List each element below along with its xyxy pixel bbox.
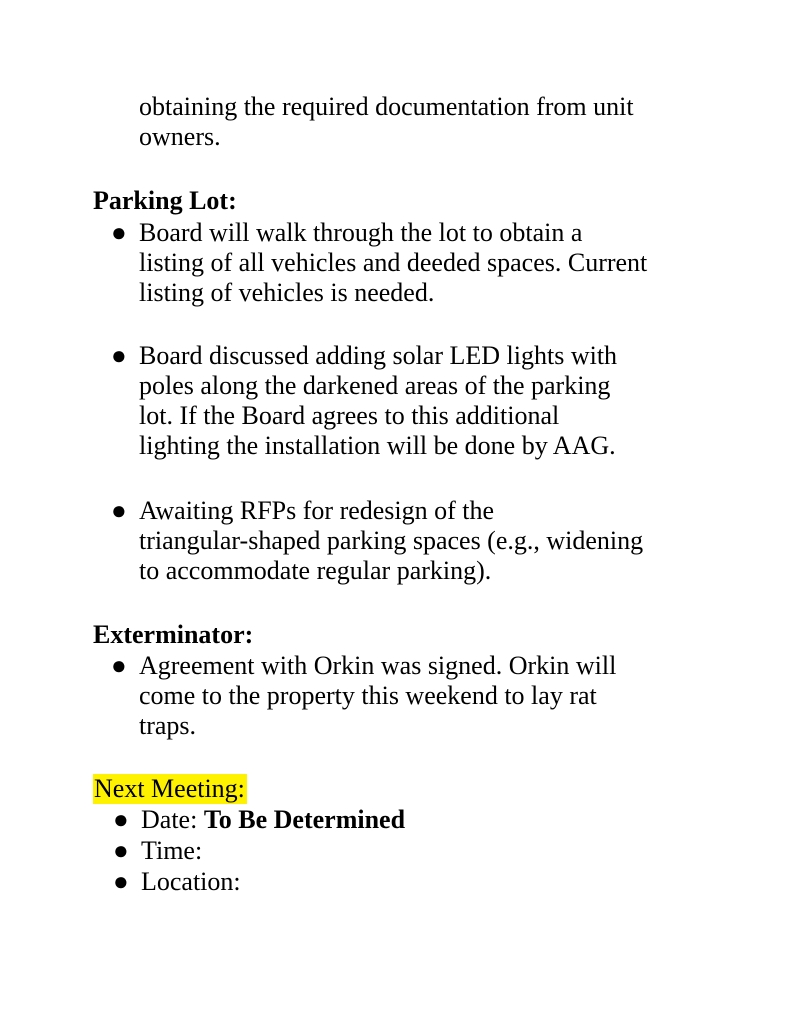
text-line: Board discussed adding solar LED lights with xyxy=(139,341,618,370)
location-label: Location: xyxy=(141,867,241,896)
list-item-text xyxy=(139,496,739,586)
list-item-text xyxy=(139,341,739,461)
text-line: traps. xyxy=(139,711,197,740)
exterminator-heading: Exterminator: xyxy=(93,620,254,649)
text-line: obtaining the required documentation from unit xyxy=(139,92,634,121)
bullet-icon: ● xyxy=(111,341,127,370)
time-label: Time: xyxy=(141,836,203,865)
bullet-icon: ● xyxy=(113,805,129,834)
meeting-date-item xyxy=(113,805,405,835)
meeting-location-item xyxy=(113,867,241,897)
text-line: Agreement with Orkin was signed. Orkin will xyxy=(139,651,617,680)
text-line: lighting the installation will be done by AAG. xyxy=(139,431,616,460)
bullet-icon: ● xyxy=(113,836,129,865)
bullet-icon: ● xyxy=(111,218,127,247)
date-label: Date: xyxy=(141,805,198,834)
text-line: poles along the darkened areas of the parking xyxy=(139,371,611,400)
meeting-time-item xyxy=(113,836,202,866)
text-line: lot. If the Board agrees to this additional xyxy=(139,401,560,430)
text-line: listing of all vehicles and deeded spaces. Current xyxy=(139,248,648,277)
bullet-icon: ● xyxy=(111,496,127,525)
bullet-icon: ● xyxy=(111,651,127,680)
bullet-icon: ● xyxy=(113,867,129,896)
parking-lot-heading: Parking Lot: xyxy=(93,186,237,215)
text-line: listing of vehicles is needed. xyxy=(139,278,435,307)
next-meeting-heading: Next Meeting: xyxy=(94,774,245,803)
text-line: triangular-shaped parking spaces (e.g., widening xyxy=(139,526,644,555)
text-line: to accommodate regular parking). xyxy=(139,556,492,585)
text-line: Awaiting RFPs for redesign of the xyxy=(139,496,495,525)
list-item-text xyxy=(139,218,739,308)
text-line: owners. xyxy=(139,122,221,151)
date-value: To Be Determined xyxy=(203,805,406,834)
text-line: Board will walk through the lot to obtain a xyxy=(139,218,583,247)
text-line: come to the property this weekend to lay rat xyxy=(139,681,597,710)
list-item-text xyxy=(139,651,739,741)
continued-paragraph xyxy=(139,92,739,152)
